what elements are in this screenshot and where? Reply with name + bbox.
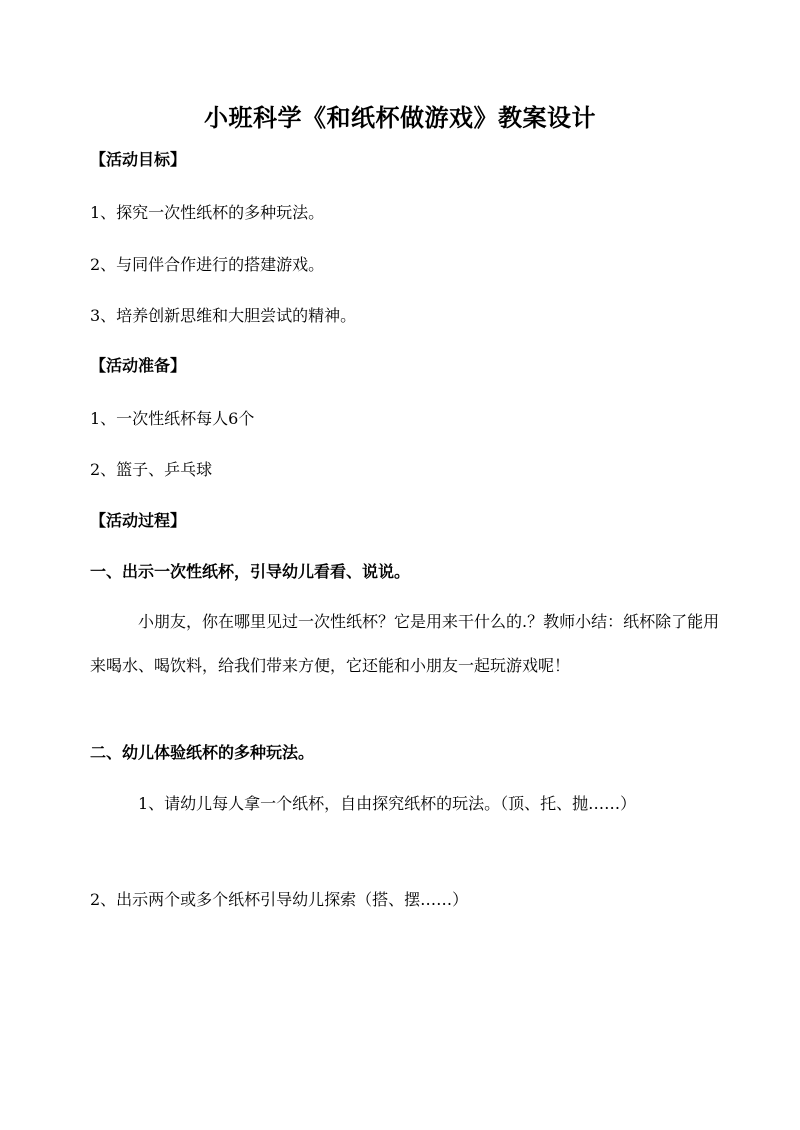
goals-heading: 【活动目标】: [90, 150, 187, 169]
prep-heading: 【活动准备】: [90, 356, 187, 375]
prep-item-2: 2、篮子、乒乓球: [90, 460, 213, 479]
step-1-heading: 一、出示一次性纸杯，引导幼儿看看、说说。: [90, 562, 411, 581]
step-2-item-1: 1、请幼儿每人拿一个纸杯，自由探究纸杯的玩法。（顶、托、抛……）: [138, 794, 637, 813]
goal-item-2: 2、与同伴合作进行的搭建游戏。: [90, 255, 325, 274]
step-2-heading: 二、幼儿体验纸杯的多种玩法。: [90, 743, 315, 762]
goal-item-3: 3、培养创新思维和大胆尝试的精神。: [90, 306, 357, 325]
step-1-text: 小朋友，你在哪里见过一次性纸杯？它是用来干什么的.？教师小结：纸杯除了能用来喝水、喝饮料，给我们带来方便，它还能和小朋友一起玩游戏呢！: [90, 612, 720, 675]
document-title: 小班科学《和纸杯做游戏》教案设计: [204, 103, 596, 132]
prep-item-1: 1、一次性纸杯每人6个: [90, 409, 255, 428]
step-2-item-2: 2、出示两个或多个纸杯引导幼儿探索（搭、摆……）: [90, 890, 469, 909]
process-heading: 【活动过程】: [90, 511, 187, 530]
goal-item-1: 1、探究一次性纸杯的多种玩法。: [90, 203, 325, 222]
